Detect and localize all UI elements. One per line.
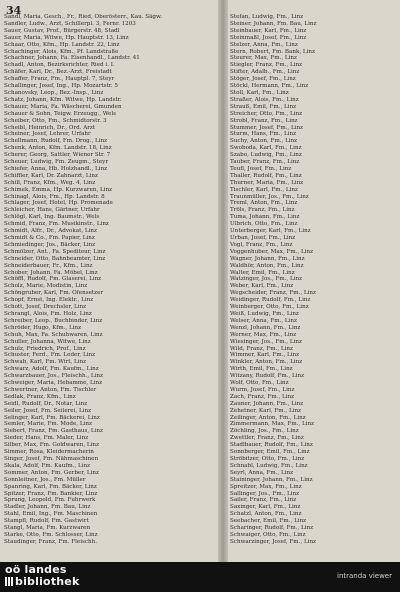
directory-entry: Werner, Max, Fm., Linz — [230, 331, 297, 338]
logo-line-1: oö landes — [5, 563, 67, 576]
directory-entry: Wirth, Emil, Fm., Linz — [230, 366, 293, 373]
directory-entry: Wegscheider, Franz, Fm., Linz — [230, 290, 316, 297]
directory-entry: Sonnberger, Emil, Fm., Linz — [230, 449, 310, 456]
directory-entry: Schober, Johann, Fa. Möbel, Linz — [4, 269, 98, 276]
directory-entry: Wild, Franz, Fm., Linz — [230, 345, 293, 352]
directory-entry: Scherer, Georg, Sattler, Wiener Str. 7 — [4, 152, 111, 159]
directory-entry: Schaar, Otto, Kfm., Hp. Landstr. 22, Linz — [4, 41, 120, 48]
directory-entry: Sauer, Gustav, Prof., Bürgerstr. 48, Stadl — [4, 27, 120, 34]
directory-entry: Schöffl, Rudolf, Fm. Glaserei, Linz — [4, 276, 102, 283]
directory-entry: Schachner, Johann, Fa. Eisenhandl., Landstr. 41 — [4, 55, 140, 62]
directory-entry: Schneider, Otto, Bahnbeamter, Linz — [4, 255, 106, 262]
directory-entry: Zimmermann, Max, Fm., Linz — [230, 421, 315, 428]
directory-entry: Schleicher, Hans, Gärtner, Urfahr — [4, 207, 100, 214]
directory-entry: Spanring, Karl, Fm. Bäcker, Linz — [4, 483, 97, 490]
directory-entry: Schmidt & Co., Fm. Papier, Linz — [4, 235, 95, 241]
directory-entry: Sandler, Ludw., Arzt, Schillerpl. 3, Fernr. 1203 — [4, 20, 136, 27]
directory-entry: Schwertner, Anton, Fm. Tischler — [4, 386, 97, 393]
directory-entry: Schatzl, Anton, Fm., Linz — [230, 511, 302, 518]
directory-entry: Scharinger, Rudolf, Fm., Linz — [230, 525, 314, 532]
directory-entry: Siebert, Franz, Fm. Gasthaus, Linz — [4, 428, 103, 435]
directory-entry: Scheiner, Josef, Lehrer, Urfahr — [4, 131, 91, 138]
directory-entry: Schauer, Maria, Fa. Wäscherei, Gmunden — [4, 103, 122, 110]
directory-entry: Schwab, Karl, Fm. Wirt, Linz — [4, 359, 87, 366]
directory-entry: Thurner, Maria, Fm., Linz — [230, 179, 304, 186]
directory-entry: Seyrl, Anna, Fm., Linz — [230, 469, 294, 476]
directory-entry: Treml, Anton, Fm., Linz — [230, 200, 298, 207]
directory-entry: Schinagl, Alois, Fm., Hp. Landstr. 8 — [4, 193, 105, 200]
directory-entry: Tröls, Franz, Fm., Linz — [230, 207, 295, 214]
directory-entry: Scheuer, Ludwig, Fm. Zeugm., Steyr — [4, 159, 109, 166]
directory-entry: Schatz, Johann, Kfm. Witwe, Hp. Landstr. — [4, 96, 122, 103]
viewer-label: intranda viewer — [337, 572, 392, 580]
directory-entry: Wurm, Josef, Fm., Linz — [230, 386, 295, 393]
directory-entry: Scholz, Marie, Modistin, Linz — [4, 283, 88, 290]
directory-entry: Schäfer, Karl, Dr., Bez.-Arzt, Freistadt — [4, 69, 112, 76]
directory-entry: Tuma, Johann, Fm., Linz — [230, 214, 300, 221]
directory-entry: Zehetner, Karl, Fm., Linz — [230, 407, 301, 414]
directory-entry: Schwarzinger, Josef, Fm., Linz — [230, 538, 317, 545]
directory-entry: Weber, Karl, Fm., Linz — [230, 283, 294, 290]
directory-entry: Stifter, Adalb., Fm., Linz — [230, 69, 300, 76]
directory-entry: Seiler, Josef, Fm. Seilerei, Linz — [4, 407, 92, 414]
directory-entry: Simmer, Rosa, Kleidermacherin — [4, 449, 94, 456]
directory-entry: Stiegler, Franz, Fm., Linz — [230, 62, 303, 69]
directory-entry: Schadl, Anton, Bezirksrichter, Ried i. I. — [4, 62, 115, 69]
directory-entry: Spitzer, Franz, Fm. Bankier, Linz — [4, 490, 98, 497]
directory-entry: Saxinger, Karl, Fm., Linz — [230, 504, 301, 511]
directory-entry: Zwettler, Franz, Fm., Linz — [230, 435, 304, 442]
logo-line-2 — [5, 576, 79, 588]
library-logo[interactable] — [5, 564, 79, 588]
directory-entry: Schmid, Franz, Fm. Musikinstr., Linz — [4, 221, 109, 228]
directory-entry: Zach, Franz, Fm., Linz — [230, 393, 295, 400]
directory-entry: Staudinger, Franz, Fm. Fleischh. — [4, 538, 97, 545]
directory-entry: Schott, Josef, Drechsler, Linz — [4, 304, 87, 311]
directory-entry: Schnabl, Ludwig, Fm., Linz — [230, 462, 308, 469]
directory-entry: Starke, Otto, Fm. Schlosser, Linz — [4, 531, 98, 538]
directory-entry: Seebacher, Emil, Fm., Linz — [230, 518, 307, 525]
directory-entry: Schröder, Hugo, Kfm., Linz — [4, 324, 82, 331]
directory-entry: Waldhör, Anton, Fm., Linz — [230, 262, 304, 269]
directory-entry: Teufl, Josef, Fm., Linz — [230, 165, 292, 172]
directory-entry: Staininger, Johann, Fm., Linz — [230, 476, 313, 483]
directory-entry: Schuh, Max, Fa. Schuhwaren, Linz — [4, 331, 103, 338]
directory-entry: Voggenhuber, Max, Fm., Linz — [230, 248, 314, 255]
directory-entry: Sprung, Leopold, Fm. Fuhrwerk — [4, 497, 96, 504]
directory-entry: Streicher, Otto, Fm., Linz — [230, 110, 303, 117]
directory-entry: Stampfl, Rudolf, Fm. Gastwirt — [4, 518, 89, 525]
directory-entry: Scheiber, Otto, Fm., Schmidtorstr. 3 — [4, 117, 107, 124]
directory-entry: Stöger, Josef, Fm., Linz — [230, 76, 296, 83]
directory-entry: Tauber, Franz, Fm., Linz — [230, 159, 300, 166]
directory-entry: Thaller, Rudolf, Fm., Linz — [230, 172, 302, 179]
directory-entry: Sailer, Franz, Fm., Linz — [230, 497, 297, 504]
directory-entry: Schwarz, Adolf, Fm. Kaufm., Linz — [4, 366, 99, 373]
directory-entry: Schulz, Friedrich, Prof., Linz — [4, 345, 86, 352]
directory-entry: Semler, Marie, Fm. Mode, Linz — [4, 421, 92, 428]
directory-entry: Zeilinger, Anton, Fm., Linz — [230, 414, 306, 421]
directory-entry: Wolf, Otto, Fm., Linz — [230, 380, 289, 387]
directory-entry: Sauer, Maria, Witwe, Hp. Hauptstr. 13, Linz — [4, 34, 129, 41]
logo-line-2-text: bibliothek — [15, 575, 80, 588]
directory-entry: Stern, Robert, Fm. Bank, Linz — [230, 48, 315, 55]
directory-entry: Seidl, Rudolf, Dr., Notar, Linz — [4, 400, 88, 407]
directory-entry: Skala, Adolf, Fm. Kaufm., Linz — [4, 462, 91, 469]
directory-entry: Wiesinger, Jos., Fm., Linz — [230, 338, 302, 345]
directory-entry: Steinbauer, Karl, Fm., Linz — [230, 27, 307, 34]
directory-entry: Schlager, Josef, Hotel, Hp. Promenade — [4, 200, 113, 207]
page-number: 34 — [6, 4, 22, 17]
directory-entry: Sturm, Hans, Fm., Linz — [230, 131, 297, 138]
directory-entry: Schenk, Anton, Kfm. Landstr. 18, Linz — [4, 145, 112, 152]
directory-entry: Wimmer, Karl, Fm., Linz — [230, 352, 300, 359]
directory-entry: Schwarzbauer, Jos., Fleischh., Linz — [4, 373, 103, 380]
directory-entry: Zauner, Johann, Fm., Linz — [230, 400, 304, 407]
directory-entry: Stadlbauer, Rudolf, Fm., Linz — [230, 442, 313, 449]
book-gutter — [218, 0, 228, 562]
directory-entry: Spreitzer, Max, Fm., Linz — [230, 483, 302, 490]
directory-entry: Weiß, Ludwig, Fm., Linz — [230, 310, 299, 317]
directory-entry: Winkler, Anton, Fm., Linz — [230, 359, 303, 366]
directory-entry: Schrangl, Alois, Fm. Holz, Linz — [4, 310, 92, 317]
directory-entry: Witzany, Rudolf, Fm., Linz — [230, 373, 305, 380]
directory-entry: Steurer, Max, Fm., Linz — [230, 55, 297, 62]
directory-entry: Suchy, Anton, Fm., Linz — [230, 138, 298, 145]
directory-entry: Schöngruber, Karl, Fm. Ofensetzer — [4, 290, 104, 297]
directory-entry: Steinmaßl, Josef, Fm., Linz — [230, 34, 307, 41]
directory-entry: Schill, Franz, Kfm., Weg. 4, Linz — [4, 179, 96, 186]
directory-entry: Traunmüller, Jos., Fm., Linz — [230, 193, 309, 200]
directory-entry: Stelzer, Anna, Fm., Linz — [230, 41, 298, 48]
directory-entry: Stöckl, Hermann, Fm., Linz — [230, 83, 309, 90]
directory-entry: Sieder, Hans, Fm. Maler, Linz — [4, 435, 89, 442]
directory-entry: Schiffler, Karl, Dr. Zahnarzt, Linz — [4, 172, 98, 179]
directory-entry: Watzinger, Jos., Fm., Linz — [230, 276, 303, 283]
directory-entry: Schachinger, Alois, Kfm., Pf. Landstraße — [4, 48, 119, 55]
directory-entry: Scheibl, Heinrich, Dr., Ord. Arzt — [4, 124, 96, 131]
directory-entry: Stummer, Josef, Fm., Linz — [230, 124, 304, 131]
directory-entry: Weidinger, Rudolf, Fm., Linz — [230, 297, 311, 304]
directory-entry: Weinberger, Otto, Fm., Linz — [230, 304, 309, 311]
directory-entry: Schallinger, Josef, Ing., Hp. Mozartstr. 5 — [4, 83, 118, 90]
directory-entry: Wagner, Johann, Fm., Linz — [230, 255, 305, 262]
directory-entry: Swoboda, Karl, Fm., Linz — [230, 145, 302, 152]
directory-entry: Steiner, Johann, Fm. Bau, Linz — [230, 20, 317, 27]
directory-entry: Schellmann, Rudolf, Fm. Drog., Linz — [4, 138, 108, 145]
directory-entry: Schuster, Ferd., Fm. Leder, Linz — [4, 352, 96, 359]
right-column — [230, 14, 396, 546]
directory-entry: Schopf, Ernst, Ing. Elektr., Linz — [4, 297, 94, 304]
logo-bars-icon — [5, 577, 13, 586]
directory-entry: Singer, Josef, Fm. Nähmaschinen — [4, 456, 99, 462]
directory-entry: Schneiderbauer, Fr., Kfm., Linz — [4, 262, 93, 269]
directory-entry: Walter, Emil, Fm., Linz — [230, 269, 295, 276]
directory-entry: Stoll, Karl, Fm., Linz — [230, 89, 289, 96]
directory-entry: Sonnleitner, Jos., Fm. Müller — [4, 476, 86, 483]
viewer-footer — [0, 562, 400, 592]
directory-entry: Schmidt, Alfr., Dr., Advokat, Linz — [4, 228, 97, 235]
directory-entry: Schaffer, Franz, Fm., Hauptpl. 7, Steyr — [4, 76, 115, 83]
directory-entry: Vogl, Franz, Fm., Linz — [230, 241, 293, 248]
directory-entry: Schiefer, Anna, Hb. Holzhandl., Linz — [4, 165, 108, 172]
directory-entry: Tischler, Karl, Fm., Linz — [230, 186, 298, 193]
directory-entry: Schmölzer, Ant., Fa. Spediteur, Linz — [4, 248, 106, 255]
directory-entry: Ulbrich, Otto, Fm., Linz — [230, 221, 298, 228]
left-column — [4, 14, 214, 546]
directory-entry: Schimek, Emma, Hp. Kurzwaren, Linz — [4, 186, 113, 193]
directory-entry: Szabo, Ludwig, Fm., Linz — [230, 152, 302, 159]
directory-entry: Silber, Max, Fm. Goldwaren, Linz — [4, 442, 99, 449]
directory-entry: Schlögl, Karl, Ing. Baumstr., Wels — [4, 214, 100, 221]
directory-entry: Unterberger, Karl, Fm., Linz — [230, 228, 311, 235]
directory-entry: Selinger, Karl, Fm. Bäckerei, Linz — [4, 414, 100, 421]
directory-entry: Wenzl, Johann, Fm., Linz — [230, 324, 301, 331]
directory-entry: Welser, Anna, Fm., Linz — [230, 317, 297, 324]
directory-entry: Stangl, Maria, Fm. Kurzwaren — [4, 525, 91, 532]
directory-entry: Stahl, Emil, Ing., Fm. Maschinen — [4, 511, 98, 518]
directory-entry: Strobl, Franz, Fm., Linz — [230, 117, 298, 124]
directory-entry: Schuller, Johanna, Witwe, Linz — [4, 338, 91, 345]
directory-entry: Urban, Josef, Fm., Linz — [230, 235, 296, 241]
directory-entry: Schwaiger, Otto, Fm., Linz — [230, 531, 306, 538]
directory-entry: Zöchling, Jos., Fm., Linz — [230, 428, 299, 435]
directory-entry: Schmiedinger, Jos., Bäcker, Linz — [4, 241, 96, 248]
directory-entry: Sommer, Anton, Fm. Gerber, Linz — [4, 469, 99, 476]
directory-entry: Sallinger, Jos., Fm., Linz — [230, 490, 300, 497]
directory-entry: Schanovsky, Leop., Bez.-Insp., Linz — [4, 89, 104, 96]
directory-entry: Schreiber, Leop., Buchbinder, Linz — [4, 317, 103, 324]
directory-entry: Stefan, Ludwig, Fm., Linz — [230, 14, 304, 20]
directory-entry: Stadler, Johann, Fm. Bau, Linz — [4, 504, 91, 511]
directory-entry: Straßer, Alois, Fm., Linz — [230, 96, 299, 103]
directory-entry: Sandl, Maria, Gesch., Fr., Ried, Oberösterr., Kau. Sägw. — [4, 14, 162, 20]
directory-entry: Schauer & Sohn, Teigw. Erzeugg., Wels — [4, 110, 117, 117]
directory-entry: Ströbitzer, Otto, Fm., Linz — [230, 456, 305, 462]
directory-entry: Sedlak, Franz, Kfm., Linz — [4, 393, 76, 400]
directory-entry: Strauß, Emil, Fm., Linz — [230, 103, 297, 110]
directory-entry: Schweiger, Maria, Hebamme, Linz — [4, 380, 103, 387]
